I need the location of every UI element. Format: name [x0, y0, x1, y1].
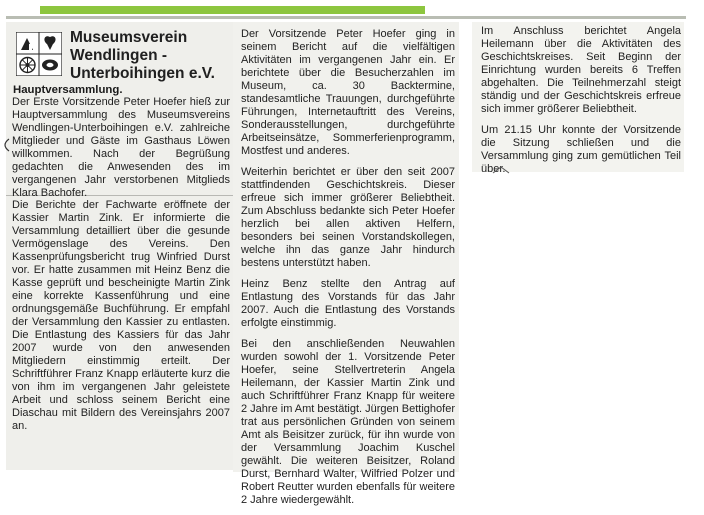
paragraph: Bei den anschließenden Neuwahlen wurden sowohl der 1. Vorsitzende Peter Hoefer, seine Stellvertreterin Angela Heilemann, der Kassier Martin Zink und auch Schriftführer Franz Knapp für weitere 2 Jahre im Amt bestätigt. Jürgen Bettighofer trat aus persönlichen Gründen von seinem Amt als Beisitzer zurück, für ihn wurde von der Versammlung Joachim Kuschel gewählt. Die weiteren Beisitzer, Roland Durst, Bernhard Walter, Wilfried Polzer und Robert Reutter wurden ebenfalls für weitere 2 Jahre wiedergewählt.: [241, 338, 456, 506]
article-headline: Hauptversammlung.: [13, 84, 123, 96]
masthead-line-2: Wendlingen -: [70, 47, 168, 64]
paragraph: Um 21.15 Uhr konnte der Vorsitzende die Sitzung schließen und die Versammlung ging zum gemütlichen Teil über.: [481, 124, 681, 175]
top-rule: [6, 16, 686, 19]
column-1-intro: [12, 96, 230, 208]
masthead-line-1: Museumsverein: [70, 29, 188, 46]
paragraph: Im Anschluss berichtet Angela Heilemann über die Aktivitäten des Geschichtskreises. Seit Beginn der Einrichtung wurden bereits 6 Treffen abgehalten. Die Teilnehmerzahl steigt ständig und der Geschichtskreis erfreue sich immer größerer Beliebtheit.: [481, 25, 681, 115]
column-3: [481, 25, 681, 184]
column-1-body: [12, 199, 230, 441]
masthead-line-3: Unterboihingen e.V.: [70, 65, 215, 82]
corner-arrow-icon: [492, 166, 510, 174]
masthead: [70, 29, 232, 83]
paragraph: Die Berichte der Fachwarte eröffnete der Kassier Martin Zink. Er informierte die Versammlung detailliert über die gesunde Vermögenslage des Vereins. Den Kassenprüfungsbericht trug Winfried Durst vor. Er hatte zusammen mit Heinz Benz die Kasse geprüft und bescheinigte Martin Zink eine korrekte Kassenführung und eine ordnungsgemäße Buchführung. Er empfahl der Versammlung den Kassier zu entlasten. Die Entlastung des Kassiers für das Jahr 2007 wurde von den anwesenden Mitgliedern einstimmig erteilt. Der Schriftführer Franz Knapp erläuterte kurz die von ihm im vergangenen Jahr geleistete Arbeit und schloss seinem Bericht eine Diaschau mit Bildern des Vereinsjahrs 2007 an.: [12, 199, 230, 432]
paragraph: Heinz Benz stellte den Antrag auf Entlastung des Vorstands für das Jahr 2007. Auch die Entlastung des Vorstands erfolgte einstimmig.: [241, 278, 455, 329]
scissor-edge-icon: [0, 138, 10, 152]
column-2: [241, 28, 455, 515]
paragraph: Der Vorsitzende Peter Hoefer ging in seinem Bericht auf die vielfältigen Aktivitäten im vergangenen Jahr ein. Er berichtete über die Besucherzahlen im Museum, ca. 30 Backtermine, standesamtliche Trauungen, durchgeführte Führungen, Internetauftritt des Vereins, Sonderausstellungen, durchgeführte Arbeitseinsätze, Sommerferienprogramm, Mostfest und anderes.: [241, 28, 455, 157]
paragraph: Weiterhin berichtet er über den seit 2007 stattfindenden Geschichtskreis. Dieser erfreue sich immer größerer Beliebtheit. Zum Abschluss bedankte sich Peter Hoefer herzlich bei allen aktiven Helfern, besonders bei seinen Vorstandskollegen, welche ihn das ganze Jahr hindurch bestens unterstützt haben.: [241, 166, 455, 269]
paragraph: Der Erste Vorsitzende Peter Hoefer hieß zur Hauptversammlung des Museumsvereins Wendlingen-Unterboihingen e.V. zahlreiche Mitglieder und Gäste im Gasthaus Löwen willkommen. Nach der Begrüßung gedachten die Anwesenden des im vergangenen Jahr verstorbenen Mitglieds Klara Bachofer.: [12, 96, 230, 199]
museum-logo-icon: [16, 32, 62, 76]
top-accent-bar: [40, 6, 425, 14]
